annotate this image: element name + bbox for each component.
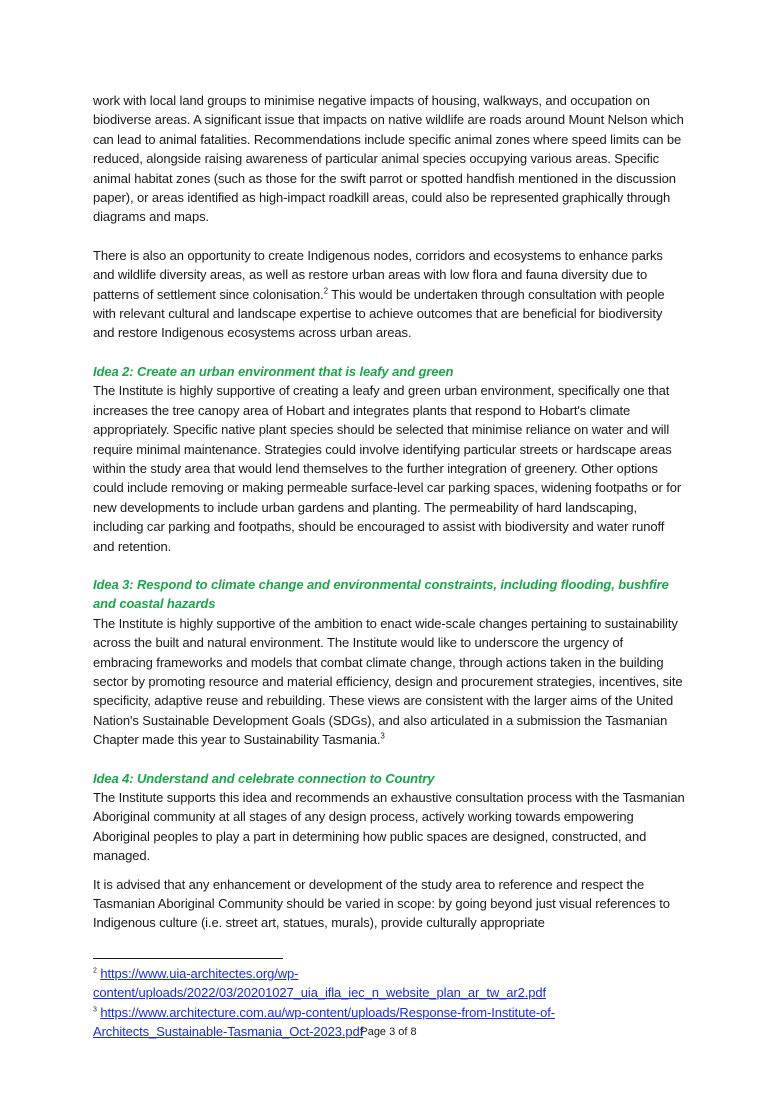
paragraph-text: This would be undertaken through consultation with people with relevant cultural and landscape expertise to achieve outcomes that are beneficial for biodiversity and restore Indigenous ecosystems across urban areas. [93,286,665,341]
body-paragraph: It is advised that any enhancement or development of the study area to reference and respect the Tasmanian Aboriginal Community should be varied in scope: by going beyond just visual references to Indigenous culture (i.e. street art, statues, murals), provide culturally appropriate [93,876,670,931]
section-heading: Idea 2: Create an urban environment that is leafy and green [93,363,454,379]
body-paragraph [93,91,686,227]
footnote [93,964,686,1003]
footnote-number: 3 [93,1006,97,1014]
paragraph-text: There is also an opportunity to create Indigenous nodes, corridors and ecosystems to enhance parks and wildlife diversity areas, as well as restore urban areas with low flora and fauna diversity due to patterns of settlement since colonisation. [93,247,663,302]
paragraph-text: work with local land groups to minimise negative impacts of housing, walkways, and occupation on biodiverse areas. A significant issue that impacts on native wildlife are roads around Mount Nelson which can lead to animal fatalities. Recommendations include specific animal zones where speed limits can be reduced, alongside raising awareness of particular animal species occupying various areas. Specific animal habitat zones (such as those for the swift parrot or spotted handfish mentioned in the discussion paper), or areas identified as high-impact roadkill areas, could also be represented graphically through diagrams and maps. [93,93,684,225]
body-paragraph [93,246,686,343]
body-paragraph: The Institute is highly supportive of creating a leafy and green urban environment, specifically one that increases the tree canopy area of Hobart and integrates plants that respond to Hobart's climate appropriately. Specific native plant species should be selected that minimise reliance on water and will require minimal maintenance. Strategies could involve identifying particular streets or hardscape areas within the study area that would lend themselves to the further integration of greenery. Other options could include removing or making permeable surface-level car parking spaces, widening footpaths or for new developments to include urban gardens and planting. The permeability of hard landscaping, including car parking and footpaths, should be encouraged to assist with biodiversity and water runoff and retention. [93,383,682,554]
footnote-ref[interactable]: 3 [380,731,385,741]
footnote-divider [93,958,283,959]
paragraph-text: The Institute is highly supportive of the ambition to enact wide-scale changes pertaining to sustainability across the built and natural environment. The Institute would like to underscore the urgency of embracing frameworks and models that combat climate change, through actions taken in the building sector by promoting resource and material efficiency, design and procurement strategies, incentives, site specificity, adaptive reuse and rebuilding. These views are consistent with the larger aims of the United Nation's Sustainable Development Goals (SDGs), and also articulated in a submission the Tasmanian Chapter made this year to Sustainability Tasmania. [93,615,683,748]
page-body [93,91,686,933]
footnote-number: 2 [93,967,97,975]
section-heading: Idea 4: Understand and celebrate connection to Country [93,770,435,786]
footnote-link[interactable]: https://www.architecture.com.au/wp-content/uploads/Response-from-Institute-of-Architects_Sustainable-Tasmania_Oct-2023.pdf [93,1004,555,1040]
page-number: Page 3 of 8 [360,1026,417,1038]
body-paragraph: The Institute supports this idea and recommends an exhaustive consultation process with the Tasmanian Aboriginal community at all stages of any design process, actively working towards empowering Aboriginal peoples to play a part in determining how public spaces are designed, constructed, and managed. [93,790,685,864]
section-heading: Idea 3: Respond to climate change and environmental constraints, including flooding, bushfire and coastal hazards [93,576,669,612]
footnote-ref[interactable]: 2 [323,286,329,296]
body-paragraph [93,614,686,750]
footnote-link[interactable]: https://www.uia-architectes.org/wp-content/uploads/2022/03/20201027_uia_ifla_iec_n_website_plan_ar_tw_ar2.pdf [93,966,547,1001]
